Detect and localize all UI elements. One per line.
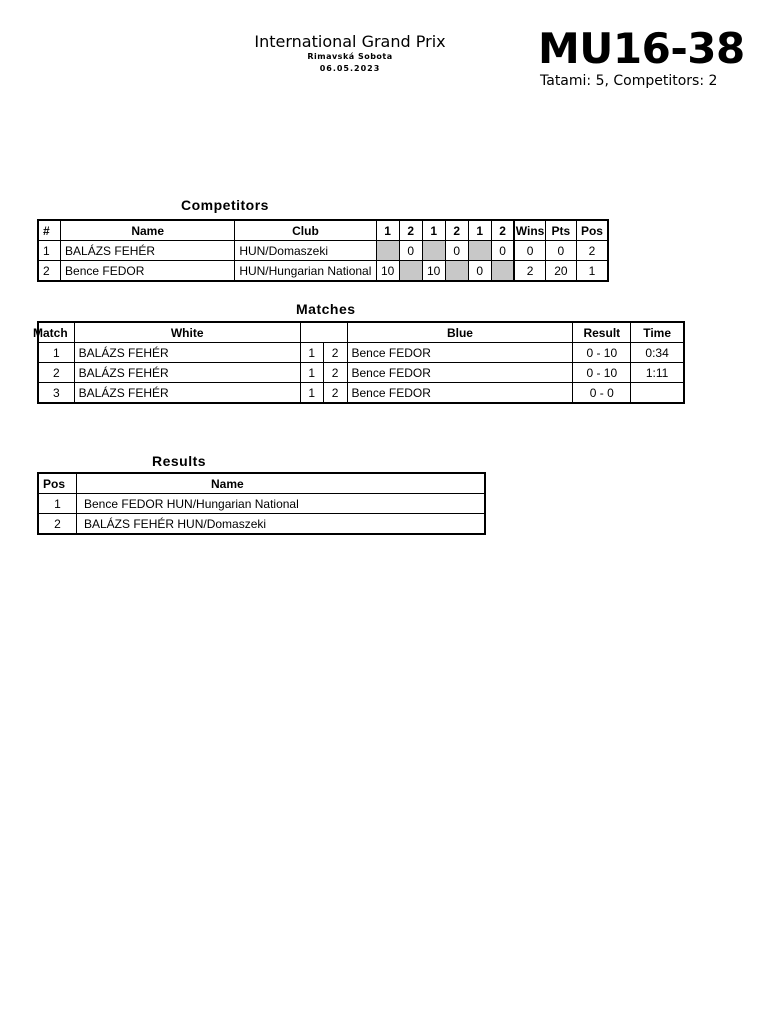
result-name: Bence FEDOR HUN/Hungarian National bbox=[77, 494, 485, 514]
matches-table bbox=[33, 322, 684, 403]
blue-name: Bence FEDOR bbox=[347, 343, 573, 363]
competitor-wins: 0 bbox=[514, 241, 545, 261]
score-cell bbox=[491, 261, 514, 281]
score-cell bbox=[445, 261, 468, 281]
competitor-name: Bence FEDOR bbox=[61, 261, 235, 281]
category-code: MU16-38 bbox=[538, 24, 745, 73]
match-num: 3 bbox=[39, 383, 75, 403]
score-cell: 0 bbox=[468, 261, 491, 281]
col-result: Result bbox=[573, 323, 631, 343]
col-result-name: Name bbox=[77, 474, 485, 494]
match-result: 0 - 0 bbox=[573, 383, 631, 403]
col-pos: Pos bbox=[576, 221, 607, 241]
competitor-pos: 2 bbox=[576, 241, 607, 261]
col-score-3a: 1 bbox=[468, 221, 491, 241]
competitors-section-title: Competitors bbox=[181, 197, 269, 213]
results-section-title: Results bbox=[152, 453, 207, 469]
score-cell: 0 bbox=[445, 241, 468, 261]
table-row bbox=[39, 514, 485, 534]
event-title: International Grand Prix bbox=[254, 32, 446, 51]
table-row bbox=[39, 494, 485, 514]
table-row bbox=[39, 363, 684, 383]
results-table bbox=[38, 473, 485, 534]
col-match: Match bbox=[39, 323, 75, 343]
blue-num: 2 bbox=[323, 383, 347, 403]
col-num: # bbox=[39, 221, 61, 241]
tatami-info: Tatami: 5, Competitors: 2 bbox=[540, 73, 718, 89]
col-score-2a: 1 bbox=[422, 221, 445, 241]
competitor-wins: 2 bbox=[514, 261, 545, 281]
match-time bbox=[631, 383, 684, 403]
table-row bbox=[39, 343, 684, 363]
white-num: 1 bbox=[300, 363, 323, 383]
table-row bbox=[39, 383, 684, 403]
score-cell bbox=[399, 261, 422, 281]
blue-num: 2 bbox=[323, 363, 347, 383]
match-num: 2 bbox=[39, 363, 75, 383]
score-cell: 0 bbox=[491, 241, 514, 261]
competitor-pos: 1 bbox=[576, 261, 607, 281]
match-time: 1:11 bbox=[631, 363, 684, 383]
score-cell bbox=[468, 241, 491, 261]
event-date: 06.05.2023 bbox=[319, 64, 381, 73]
white-num: 1 bbox=[300, 343, 323, 363]
competitor-name: BALÁZS FEHÉR bbox=[61, 241, 235, 261]
competitors-header-row bbox=[39, 221, 608, 241]
white-num: 1 bbox=[300, 383, 323, 403]
results-header-row bbox=[39, 474, 485, 494]
col-name: Name bbox=[61, 221, 235, 241]
score-cell bbox=[376, 241, 399, 261]
white-name: BALÁZS FEHÉR bbox=[74, 363, 300, 383]
blue-name: Bence FEDOR bbox=[347, 363, 573, 383]
table-row bbox=[39, 261, 608, 281]
match-result: 0 - 10 bbox=[573, 343, 631, 363]
matches-header-row bbox=[39, 323, 684, 343]
score-cell: 10 bbox=[422, 261, 445, 281]
competitors-table bbox=[38, 220, 608, 281]
col-result-pos: Pos bbox=[39, 474, 77, 494]
competitor-num: 1 bbox=[39, 241, 61, 261]
white-name: BALÁZS FEHÉR bbox=[74, 343, 300, 363]
competitor-pts: 20 bbox=[545, 261, 576, 281]
col-score-3b: 2 bbox=[491, 221, 514, 241]
score-cell: 10 bbox=[376, 261, 399, 281]
match-num: 1 bbox=[39, 343, 75, 363]
competitor-club: HUN/Hungarian National bbox=[235, 261, 376, 281]
col-club: Club bbox=[235, 221, 376, 241]
competitor-pts: 0 bbox=[545, 241, 576, 261]
col-score-2b: 2 bbox=[445, 221, 468, 241]
result-name: BALÁZS FEHÉR HUN/Domaszeki bbox=[77, 514, 485, 534]
col-score-1b: 2 bbox=[399, 221, 422, 241]
white-name: BALÁZS FEHÉR bbox=[74, 383, 300, 403]
matches-section-title: Matches bbox=[296, 301, 356, 317]
col-time: Time bbox=[631, 323, 684, 343]
score-cell: 0 bbox=[399, 241, 422, 261]
competitor-club: HUN/Domaszeki bbox=[235, 241, 376, 261]
match-time: 0:34 bbox=[631, 343, 684, 363]
match-result: 0 - 10 bbox=[573, 363, 631, 383]
event-location: Rimavská Sobota bbox=[307, 52, 393, 61]
col-wins: Wins bbox=[514, 221, 545, 241]
col-pts: Pts bbox=[545, 221, 576, 241]
col-score-1a: 1 bbox=[376, 221, 399, 241]
competitor-num: 2 bbox=[39, 261, 61, 281]
blue-num: 2 bbox=[323, 343, 347, 363]
result-pos: 1 bbox=[39, 494, 77, 514]
result-pos: 2 bbox=[39, 514, 77, 534]
col-blue: Blue bbox=[347, 323, 573, 343]
col-white: White bbox=[74, 323, 300, 343]
score-cell bbox=[422, 241, 445, 261]
blue-name: Bence FEDOR bbox=[347, 383, 573, 403]
table-row bbox=[39, 241, 608, 261]
